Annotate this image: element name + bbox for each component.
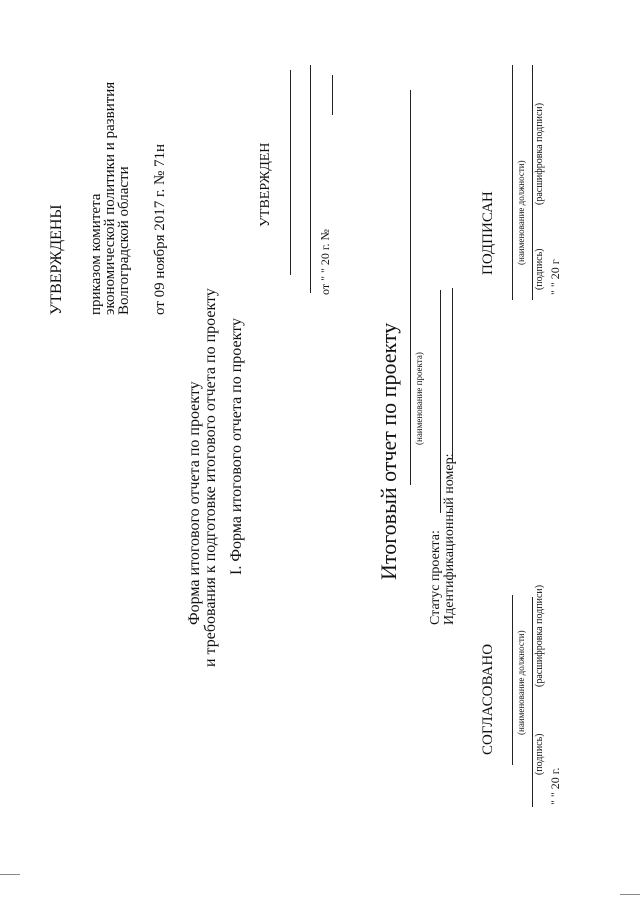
section-title: I. Форма итогового отчета по проекту	[228, 318, 245, 575]
project-name-line	[410, 90, 411, 485]
approved-label: УТВЕРЖДЕН	[258, 142, 273, 227]
approval-line-2: экономической политики и развития	[102, 81, 118, 315]
approval-line-3: Волгоградской области	[116, 166, 132, 315]
approval-line-1: приказом комитета	[88, 193, 104, 315]
signed-position-line	[512, 65, 513, 300]
approved-number-line	[332, 75, 333, 115]
signed-label: ПОДПИСАН	[480, 191, 496, 275]
approved-signature-line	[310, 65, 311, 293]
approved-position-line	[290, 70, 291, 275]
project-status-label: Статус проекта:	[428, 530, 443, 625]
scan-edge-mark	[0, 874, 20, 875]
agreed-date-line: " " 20 г.	[548, 767, 562, 805]
signed-position-caption: (наименование должности)	[516, 160, 526, 265]
scan-edge-mark	[620, 894, 640, 895]
project-id-line	[452, 288, 453, 463]
agreed-position-caption: (наименование должности)	[516, 630, 526, 735]
project-name-caption: (наименование проекта)	[414, 352, 424, 445]
agreed-decoding-caption: (расшифровка подписи)	[534, 584, 545, 687]
report-title: Итоговый отчет по проекту	[376, 322, 401, 580]
agreed-label: СОГЛАСОВАНО	[480, 643, 496, 755]
project-id-label: Идентификационный номер:	[442, 453, 457, 625]
project-status-line	[440, 290, 441, 513]
signed-signature-line	[532, 65, 533, 300]
approved-date-line: от " " 20 г. №	[318, 229, 332, 295]
approval-order: от 09 ноября 2017 г. № 71н	[152, 143, 168, 315]
agreed-signature-line	[532, 597, 533, 807]
agreed-signature-caption: (подпись)	[534, 733, 545, 775]
approval-heading: УТВЕРЖДЕНЫ	[48, 204, 65, 315]
signed-decoding-caption: (расшифровка подписи)	[534, 102, 545, 205]
form-heading-line-1: Форма итогового отчета по проекту	[186, 381, 203, 625]
signed-signature-caption: (подпись)	[534, 248, 545, 290]
agreed-position-line	[512, 595, 513, 765]
signed-date-line: " " 20 г	[548, 259, 562, 295]
form-heading-line-2: и требования к подготовке итогового отчета по проекту	[202, 288, 219, 667]
